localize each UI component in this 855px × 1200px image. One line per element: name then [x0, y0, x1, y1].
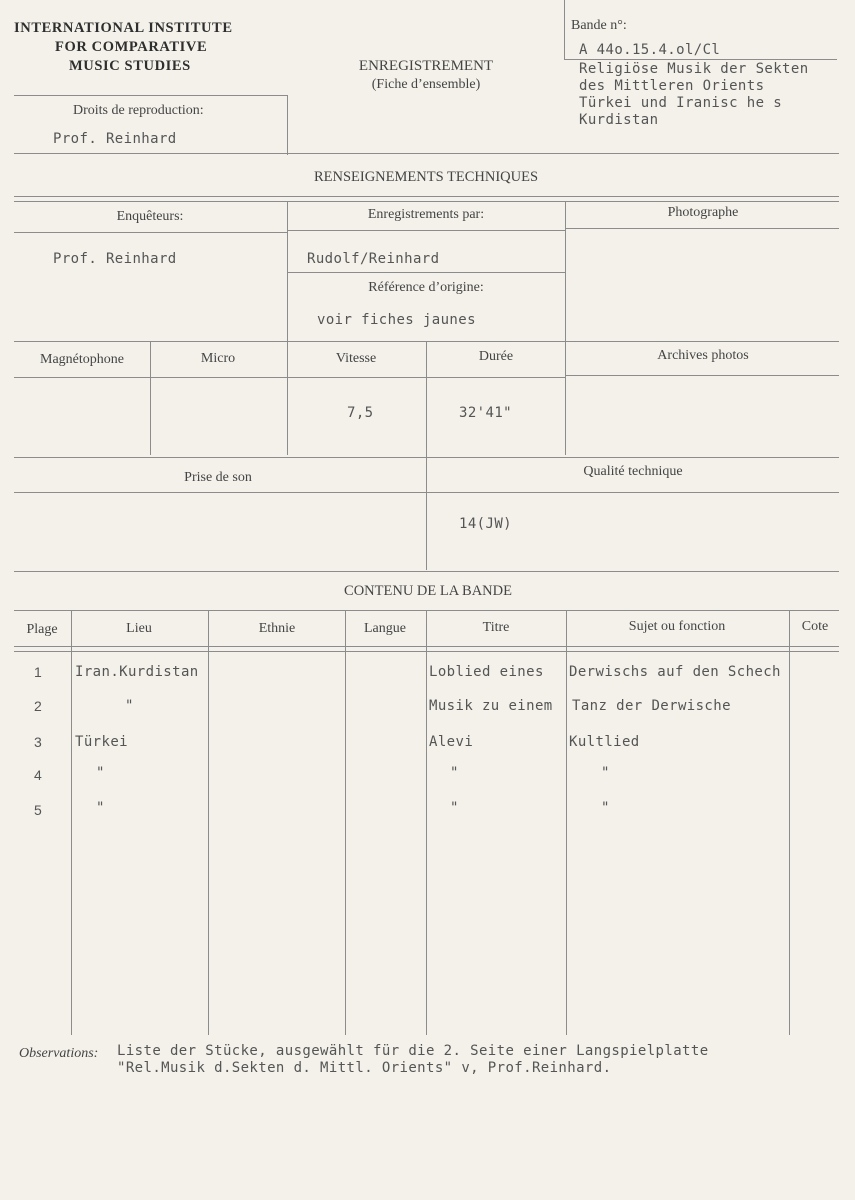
archives-photos-label: Archives photos [657, 348, 749, 363]
row-titre: Loblied eines [429, 664, 544, 680]
rule-457 [14, 457, 839, 458]
vitesse-value: 7,5 [347, 405, 374, 421]
row-lieu: " [96, 765, 105, 781]
row-titre: Musik zu einem [429, 698, 553, 714]
row-plage: 4 [34, 767, 42, 783]
vline-col-ethnie [208, 610, 209, 1035]
vline-col-sujet [566, 610, 567, 1035]
row-lieu: Türkei [75, 734, 128, 750]
form-title: ENREGISTREMENT [358, 58, 494, 74]
prise-de-son-label: Prise de son [184, 470, 252, 485]
institute-name-line2: FOR COMPARATIVE [55, 39, 208, 55]
vline-565-b [565, 341, 566, 455]
rule-375-right [565, 375, 839, 376]
enqueteurs-value: Prof. Reinhard [53, 251, 177, 267]
duree-value: 32'41" [459, 405, 512, 421]
row-plage: 2 [34, 698, 42, 714]
row-sujet: Derwischs auf den Schech [569, 664, 781, 680]
vitesse-label: Vitesse [335, 351, 377, 366]
rule-230-mid [287, 230, 565, 231]
droits-box-right-border [287, 95, 288, 155]
description-line-1: Religiöse Musik der Sekten [579, 61, 809, 77]
row-plage: 3 [34, 734, 42, 750]
row-lieu: " [125, 698, 134, 714]
row-sujet: " [601, 765, 610, 781]
rule-651 [14, 651, 839, 652]
droits-value: Prof. Reinhard [53, 131, 177, 147]
bande-number: A 44o.15.4.ol/Cl [579, 42, 721, 58]
col-header-cote: Cote [801, 619, 829, 634]
bande-box-left-border [564, 0, 565, 60]
enregistrements-label: Enregistrements par: [367, 207, 485, 222]
rule-272-mid [287, 272, 565, 273]
duree-label: Durée [478, 349, 514, 364]
qualite-technique-label: Qualité technique [583, 464, 683, 479]
vline-150 [150, 341, 151, 455]
rule-646 [14, 646, 839, 647]
col-header-ethnie: Ethnie [258, 621, 296, 636]
rule-201 [14, 201, 839, 202]
description-line-4: Kurdistan [579, 112, 659, 128]
reference-label: Référence d’origine: [368, 280, 484, 295]
description-line-3: Türkei und Iranisc he s [579, 95, 783, 111]
row-lieu: Iran.Kurdistan [75, 664, 199, 680]
observations-label: Observations: [19, 1046, 99, 1061]
row-sujet: Kultlied [569, 734, 640, 750]
description-line-2: des Mittleren Orients [579, 78, 765, 94]
row-plage: 1 [34, 664, 42, 680]
tech-section-title: RENSEIGNEMENTS TECHNIQUES [313, 169, 539, 185]
col-header-titre: Titre [482, 620, 510, 635]
reference-value: voir fiches jaunes [317, 312, 476, 328]
observations-line-1: Liste der Stücke, ausgewählt für die 2. Seite einer Langspielplatte [117, 1043, 709, 1059]
contenu-section-title: CONTENU DE LA BANDE [344, 583, 512, 599]
observations-line-2: "Rel.Musik d.Sekten d. Mittl. Orients" v, Prof.Reinhard. [117, 1060, 612, 1076]
rule-232-left [14, 232, 288, 233]
magnetophone-label: Magnétophone [40, 352, 124, 367]
col-header-lieu: Lieu [126, 621, 152, 636]
rule-492 [14, 492, 839, 493]
qualite-value: 14(JW) [459, 516, 512, 532]
rule-571 [14, 571, 839, 572]
institute-name-line1: INTERNATIONAL INSTITUTE [14, 20, 233, 36]
rule-196 [14, 196, 839, 197]
row-titre: " [450, 800, 459, 816]
vline-col-lieu [71, 610, 72, 1035]
vline-287-b [287, 341, 288, 455]
enqueteurs-label: Enquêteurs: [116, 209, 184, 224]
rule-153 [14, 153, 839, 154]
row-titre: " [450, 765, 459, 781]
rule-377 [14, 377, 565, 378]
micro-label: Micro [200, 351, 236, 366]
droits-box-top-border [14, 95, 288, 96]
row-lieu: " [96, 800, 105, 816]
vline-col-titre [426, 610, 427, 1035]
col-header-plage: Plage [26, 622, 58, 637]
vline-426-b [426, 341, 427, 570]
vline-col-langue [345, 610, 346, 1035]
row-sujet: " [601, 800, 610, 816]
row-sujet: Tanz der Derwische [572, 698, 731, 714]
col-header-sujet: Sujet ou fonction [628, 619, 726, 634]
photographe-label: Photographe [667, 205, 739, 220]
row-titre: Alevi [429, 734, 474, 750]
col-header-langue: Langue [364, 621, 406, 636]
vline-565-a [565, 201, 566, 341]
enregistrements-value: Rudolf/Reinhard [307, 251, 440, 267]
institute-name-line3: MUSIC STUDIES [69, 58, 191, 74]
vline-287-a [287, 201, 288, 341]
rule-228-right [565, 228, 839, 229]
bande-box-bottom-border [564, 59, 837, 60]
row-plage: 5 [34, 802, 42, 818]
droits-label: Droits de reproduction: [73, 103, 204, 118]
bande-label: Bande n°: [571, 18, 627, 33]
form-subtitle: (Fiche d’ensemble) [371, 77, 481, 92]
vline-col-cote [789, 610, 790, 1035]
